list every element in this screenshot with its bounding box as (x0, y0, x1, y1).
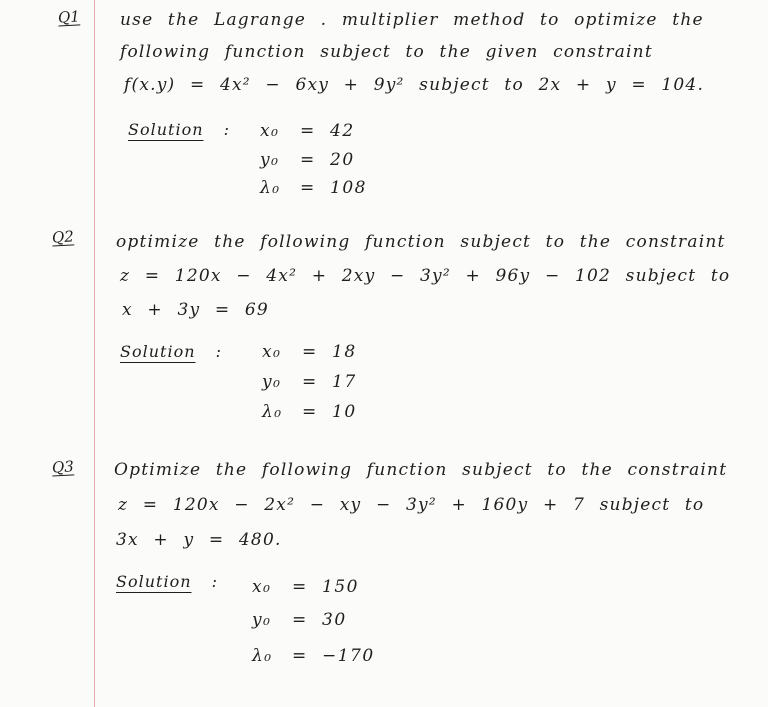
solution-value: 108 (330, 178, 367, 198)
solution-label: Solution (116, 572, 192, 591)
solution-label: Solution (128, 120, 204, 139)
question-label-q2: Q2 (51, 227, 75, 247)
solution-value: 10 (332, 402, 357, 422)
question-text-line: f(x.y) = 4x² − 6xy + 9y² subject to 2x + y = 104. (124, 75, 705, 95)
solution-equals: = (302, 402, 318, 422)
solution-value: 20 (330, 150, 355, 170)
margin-rule (94, 0, 95, 707)
solution-equals: = (292, 646, 308, 666)
solution-value: 17 (332, 372, 357, 392)
solution-equals: = (292, 577, 308, 597)
solution-row (262, 372, 357, 392)
solution-separator: : (223, 120, 230, 139)
solution-equals: = (302, 372, 318, 392)
question-text-line: use the Lagrange . multiplier method to optimize the (120, 10, 704, 30)
question-text-line: following function subject to the given constraint (120, 42, 653, 62)
solution-row (260, 121, 355, 141)
solution-separator: : (211, 572, 218, 591)
solution-row (260, 150, 355, 170)
solution-value: 150 (322, 577, 359, 597)
solution-equals: = (292, 610, 308, 630)
solution-var: y₀ (262, 372, 282, 392)
question-label-q3: Q3 (51, 457, 75, 477)
solution-row (252, 577, 359, 597)
solution-var: λ₀ (260, 178, 281, 198)
question-text-line: 3x + y = 480. (116, 530, 282, 550)
solution-var: λ₀ (252, 646, 273, 666)
solution-var: x₀ (260, 121, 280, 141)
solution-value: 30 (322, 610, 347, 630)
solution-var: x₀ (252, 577, 272, 597)
question-label-q1: Q1 (57, 7, 81, 27)
solution-var: y₀ (260, 150, 280, 170)
solution-value: −170 (322, 646, 375, 666)
question-text-line: z = 120x − 2x² − xy − 3y² + 160y + 7 subject to (118, 495, 705, 515)
solution-heading (120, 342, 222, 361)
solution-var: λ₀ (262, 402, 283, 422)
solution-equals: = (300, 178, 316, 198)
question-text-line: Optimize the following function subject to the constraint (114, 460, 728, 480)
solution-equals: = (302, 342, 318, 362)
solution-row (252, 646, 375, 666)
solution-value: 42 (330, 121, 355, 141)
solution-label: Solution (120, 342, 196, 361)
solution-equals: = (300, 121, 316, 141)
solution-row (252, 610, 347, 630)
solution-var: x₀ (262, 342, 282, 362)
solution-var: y₀ (252, 610, 272, 630)
solution-value: 18 (332, 342, 357, 362)
solution-row (262, 342, 357, 362)
question-text-line: x + 3y = 69 (122, 300, 269, 320)
solution-separator: : (215, 342, 222, 361)
solution-equals: = (300, 150, 316, 170)
solution-row (262, 402, 357, 422)
solution-heading (116, 572, 218, 591)
solution-heading (128, 120, 230, 139)
question-text-line: z = 120x − 4x² + 2xy − 3y² + 96y − 102 subject to (120, 266, 731, 286)
solution-row (260, 178, 367, 198)
question-text-line: optimize the following function subject to the constraint (116, 232, 726, 252)
